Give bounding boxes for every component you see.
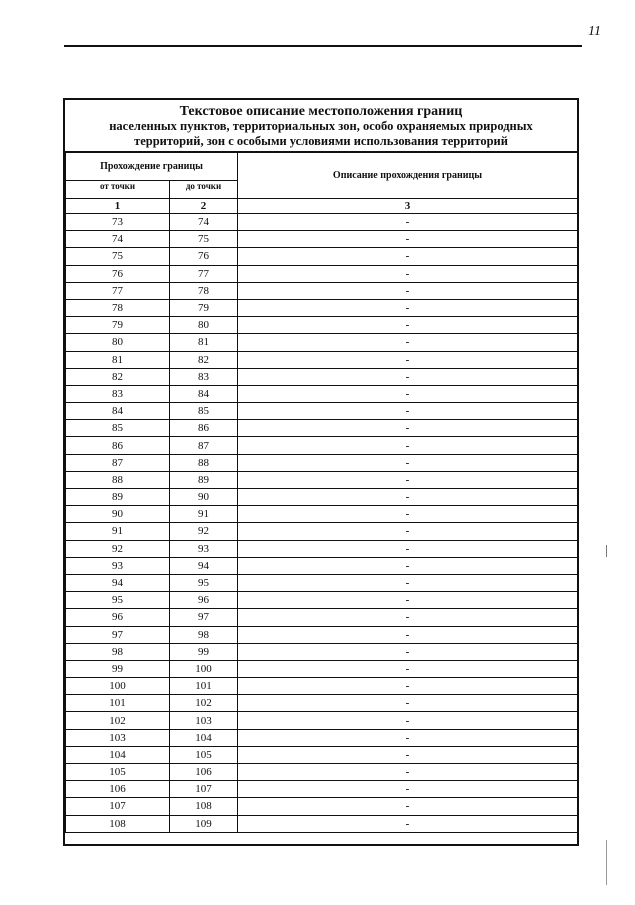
column-number-2: 2 [170, 199, 238, 214]
cell-from-point: 87 [66, 454, 170, 471]
column-number-1: 1 [66, 199, 170, 214]
cell-to-point: 97 [170, 609, 238, 626]
table-row [66, 712, 578, 729]
cell-description: - [238, 403, 578, 420]
table-row [66, 214, 578, 231]
cell-description: - [238, 815, 578, 832]
table-row [66, 351, 578, 368]
cell-from-point: 92 [66, 540, 170, 557]
cell-to-point: 81 [170, 334, 238, 351]
cell-to-point: 85 [170, 403, 238, 420]
table-row [66, 781, 578, 798]
cell-to-point: 94 [170, 557, 238, 574]
cell-description: - [238, 231, 578, 248]
header-from-point-label: от точки [99, 180, 136, 191]
cell-from-point: 94 [66, 574, 170, 591]
table-row [66, 643, 578, 660]
cell-from-point: 85 [66, 420, 170, 437]
cell-to-point: 109 [170, 815, 238, 832]
cell-description: - [238, 746, 578, 763]
boundary-table [65, 152, 578, 833]
cell-description: - [238, 574, 578, 591]
cell-to-point: 102 [170, 695, 238, 712]
cell-from-point: 81 [66, 351, 170, 368]
table-row [66, 265, 578, 282]
cell-from-point: 91 [66, 523, 170, 540]
cell-from-point: 96 [66, 609, 170, 626]
cell-from-point: 101 [66, 695, 170, 712]
cell-description: - [238, 368, 578, 385]
cell-description: - [238, 626, 578, 643]
cell-description: - [238, 660, 578, 677]
cell-from-point: 77 [66, 282, 170, 299]
table-row [66, 592, 578, 609]
scan-mark [606, 840, 607, 885]
cell-from-point: 73 [66, 214, 170, 231]
header-rule [64, 45, 582, 47]
cell-from-point: 89 [66, 489, 170, 506]
table-row [66, 368, 578, 385]
cell-to-point: 86 [170, 420, 238, 437]
header-boundary-passage: Прохождение границы [66, 153, 238, 181]
cell-to-point: 108 [170, 798, 238, 815]
header-description: Описание прохождения границы [238, 153, 578, 199]
cell-to-point: 100 [170, 660, 238, 677]
cell-from-point: 79 [66, 317, 170, 334]
cell-from-point: 93 [66, 557, 170, 574]
cell-description: - [238, 420, 578, 437]
cell-to-point: 88 [170, 454, 238, 471]
cell-description: - [238, 351, 578, 368]
cell-description: - [238, 643, 578, 660]
table-row [66, 420, 578, 437]
cell-to-point: 76 [170, 248, 238, 265]
cell-to-point: 98 [170, 626, 238, 643]
table-row [66, 454, 578, 471]
column-number-3: 3 [238, 199, 578, 214]
cell-to-point: 95 [170, 574, 238, 591]
cell-to-point: 96 [170, 592, 238, 609]
cell-to-point: 84 [170, 385, 238, 402]
cell-from-point: 99 [66, 660, 170, 677]
cell-description: - [238, 712, 578, 729]
table-row [66, 695, 578, 712]
header-to-point-label: до точки [185, 180, 222, 191]
cell-to-point: 90 [170, 489, 238, 506]
table-row [66, 299, 578, 316]
cell-to-point: 77 [170, 265, 238, 282]
cell-from-point: 75 [66, 248, 170, 265]
cell-to-point: 89 [170, 471, 238, 488]
table-row [66, 334, 578, 351]
cell-description: - [238, 214, 578, 231]
header-from-point [66, 181, 170, 199]
title-line-1: Текстовое описание местоположения границ [179, 104, 463, 119]
cell-from-point: 104 [66, 746, 170, 763]
cell-description: - [238, 437, 578, 454]
cell-to-point: 107 [170, 781, 238, 798]
cell-to-point: 80 [170, 317, 238, 334]
cell-to-point: 106 [170, 764, 238, 781]
cell-from-point: 84 [66, 403, 170, 420]
cell-to-point: 91 [170, 506, 238, 523]
table-row [66, 231, 578, 248]
cell-description: - [238, 540, 578, 557]
cell-description: - [238, 299, 578, 316]
cell-description: - [238, 454, 578, 471]
table-row [66, 764, 578, 781]
cell-to-point: 74 [170, 214, 238, 231]
cell-to-point: 92 [170, 523, 238, 540]
cell-to-point: 87 [170, 437, 238, 454]
cell-from-point: 106 [66, 781, 170, 798]
title-line-2: населенных пунктов, территориальных зон, особо охраняемых природных [109, 119, 533, 133]
table-row [66, 248, 578, 265]
cell-description: - [238, 609, 578, 626]
cell-from-point: 107 [66, 798, 170, 815]
cell-from-point: 103 [66, 729, 170, 746]
cell-description: - [238, 506, 578, 523]
cell-to-point: 75 [170, 231, 238, 248]
cell-description: - [238, 385, 578, 402]
cell-from-point: 80 [66, 334, 170, 351]
cell-from-point: 98 [66, 643, 170, 660]
cell-description: - [238, 523, 578, 540]
table-row [66, 678, 578, 695]
cell-to-point: 104 [170, 729, 238, 746]
cell-description: - [238, 678, 578, 695]
cell-from-point: 97 [66, 626, 170, 643]
cell-description: - [238, 592, 578, 609]
table-row [66, 609, 578, 626]
cell-to-point: 82 [170, 351, 238, 368]
cell-description: - [238, 248, 578, 265]
table-row [66, 798, 578, 815]
cell-from-point: 76 [66, 265, 170, 282]
cell-from-point: 100 [66, 678, 170, 695]
table-row [66, 557, 578, 574]
cell-description: - [238, 317, 578, 334]
cell-from-point: 108 [66, 815, 170, 832]
cell-from-point: 82 [66, 368, 170, 385]
cell-to-point: 93 [170, 540, 238, 557]
page-number: 11 [588, 24, 601, 39]
cell-from-point: 86 [66, 437, 170, 454]
scan-mark [606, 545, 607, 557]
cell-from-point: 102 [66, 712, 170, 729]
table-row [66, 437, 578, 454]
cell-from-point: 88 [66, 471, 170, 488]
cell-description: - [238, 265, 578, 282]
table-row [66, 506, 578, 523]
cell-description: - [238, 798, 578, 815]
title-line-3: территорий, зон с особыми условиями использования территорий [134, 134, 508, 148]
cell-description: - [238, 729, 578, 746]
header-to-point [170, 181, 238, 199]
table-title [65, 100, 577, 152]
table-row [66, 746, 578, 763]
cell-description: - [238, 695, 578, 712]
cell-to-point: 103 [170, 712, 238, 729]
table-row [66, 385, 578, 402]
cell-to-point: 101 [170, 678, 238, 695]
cell-description: - [238, 334, 578, 351]
cell-description: - [238, 781, 578, 798]
table-row [66, 489, 578, 506]
cell-from-point: 105 [66, 764, 170, 781]
cell-to-point: 78 [170, 282, 238, 299]
table-row [66, 815, 578, 832]
cell-description: - [238, 471, 578, 488]
cell-from-point: 95 [66, 592, 170, 609]
cell-to-point: 105 [170, 746, 238, 763]
table-row [66, 574, 578, 591]
table-row [66, 660, 578, 677]
cell-to-point: 83 [170, 368, 238, 385]
table-row [66, 540, 578, 557]
table-row [66, 403, 578, 420]
table-row [66, 317, 578, 334]
cell-from-point: 78 [66, 299, 170, 316]
cell-description: - [238, 282, 578, 299]
cell-description: - [238, 764, 578, 781]
cell-description: - [238, 557, 578, 574]
table-row [66, 471, 578, 488]
cell-to-point: 79 [170, 299, 238, 316]
table-row [66, 729, 578, 746]
cell-to-point: 99 [170, 643, 238, 660]
cell-from-point: 74 [66, 231, 170, 248]
cell-from-point: 90 [66, 506, 170, 523]
table-row [66, 523, 578, 540]
table-row [66, 282, 578, 299]
cell-description: - [238, 489, 578, 506]
table-row [66, 626, 578, 643]
cell-from-point: 83 [66, 385, 170, 402]
